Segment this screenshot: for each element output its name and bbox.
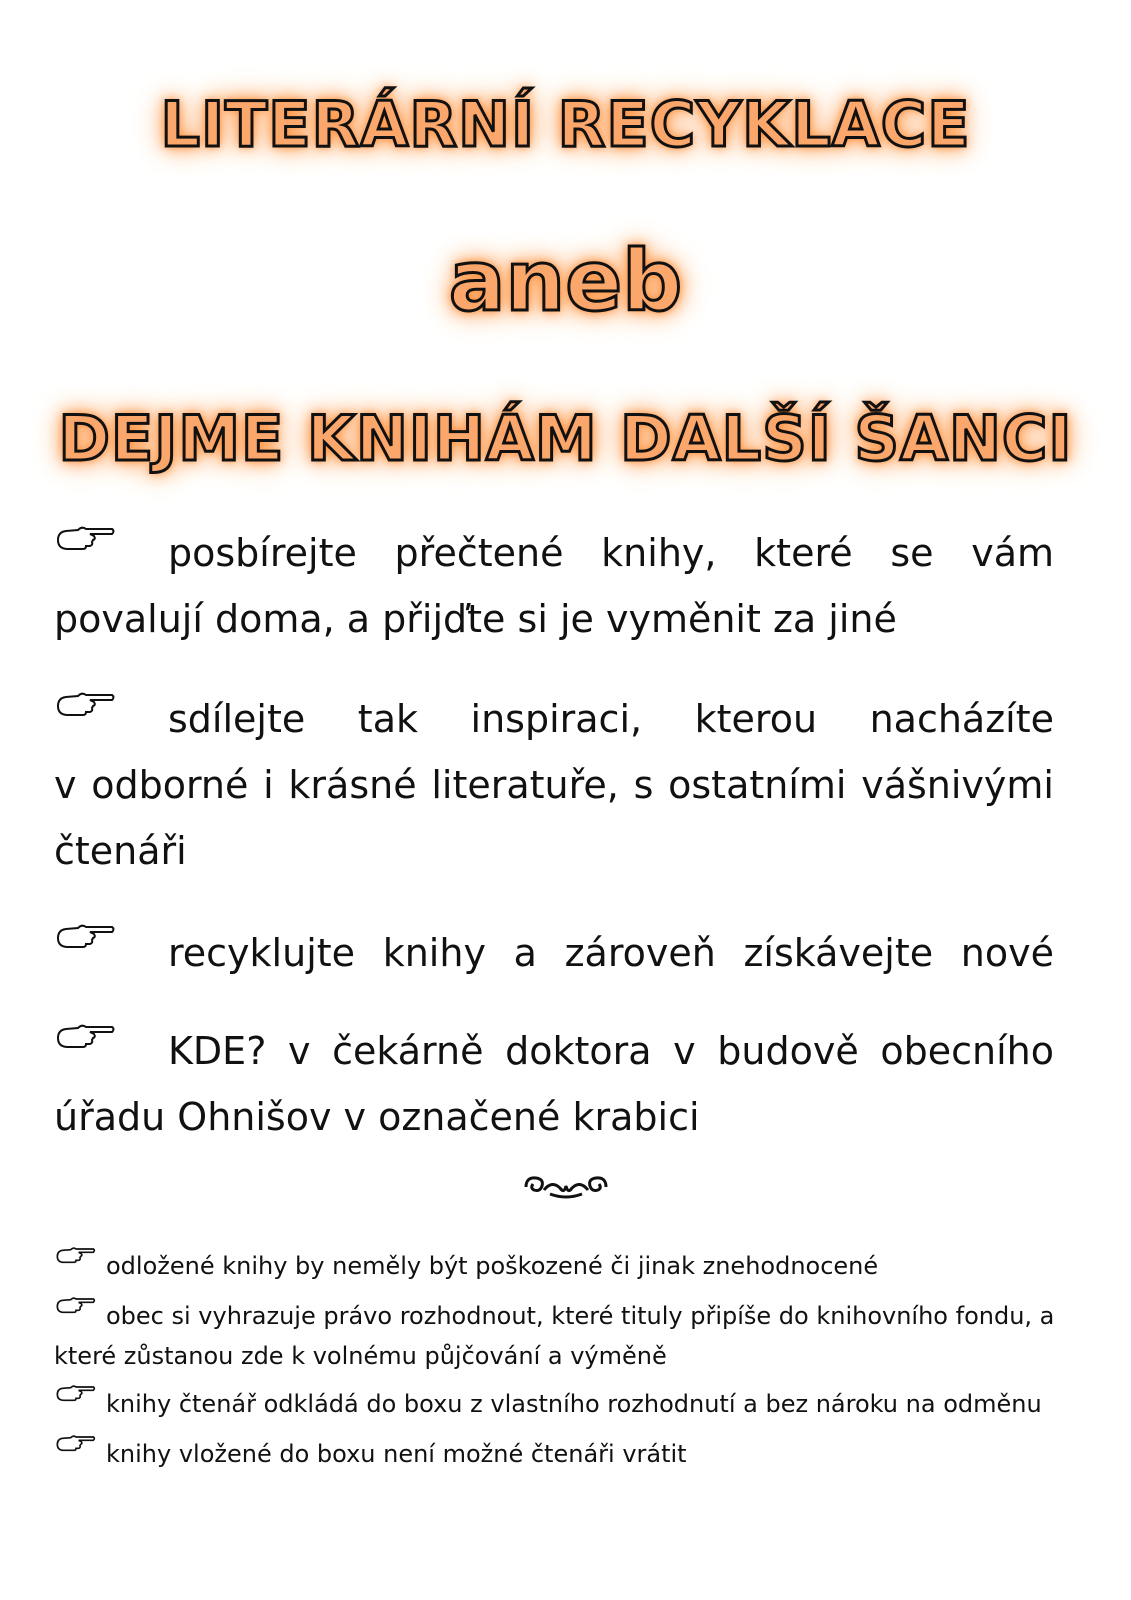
note-2: [54, 1296, 1064, 1376]
note-3: [54, 1384, 1064, 1424]
note-1: [54, 1246, 1064, 1286]
title-line-2: aneb: [448, 232, 683, 330]
point-1-first-line: posbírejte přečtené knihy, které se vám: [168, 531, 1054, 575]
note-4-text: knihy vložené do boxu není možné čtenáři vrátit: [106, 1440, 687, 1468]
note-3-text: knihy čtenář odkládá do boxu z vlastního rozhodnutí a bez nároku na odměnu: [106, 1390, 1042, 1418]
point-4: [54, 1018, 1054, 1150]
title-line-1: LITERÁRNÍ RECYKLACE: [160, 88, 971, 161]
note-4: [54, 1434, 1064, 1474]
point-3-first-line: recyklujte knihy a zároveň získávejte nové: [168, 931, 1054, 975]
point-2-first-line: sdílejte tak inspiraci, kterou nacházíte: [168, 697, 1054, 741]
title-line-3: DEJME KNIHÁM DALŠÍ ŠANCI: [58, 402, 1073, 475]
ornament-divider-icon: [0, 1172, 1131, 1210]
point-3: [54, 920, 1054, 986]
point-4-rest: úřadu Ohnišov v označené krabici: [54, 1095, 700, 1139]
note-1-text: odložené knihy by neměly být poškozené či jinak znehodnocené: [106, 1252, 879, 1280]
point-2-rest: v odborné i krásné literatuře, s ostatními vášnivými čtenáři: [54, 763, 1054, 873]
point-1: [54, 520, 1054, 652]
point-2: [54, 686, 1054, 884]
note-2-text: obec si vyhrazuje právo rozhodnout, které tituly připíše do knihovního fondu, a které zůstanou zde k volnému půjčování a výměně: [54, 1302, 1055, 1370]
point-4-first-line: KDE? v čekárně doktora v budově obecního: [168, 1029, 1054, 1073]
point-1-rest: povalují doma, a přijďte si je vyměnit za jiné: [54, 597, 897, 641]
